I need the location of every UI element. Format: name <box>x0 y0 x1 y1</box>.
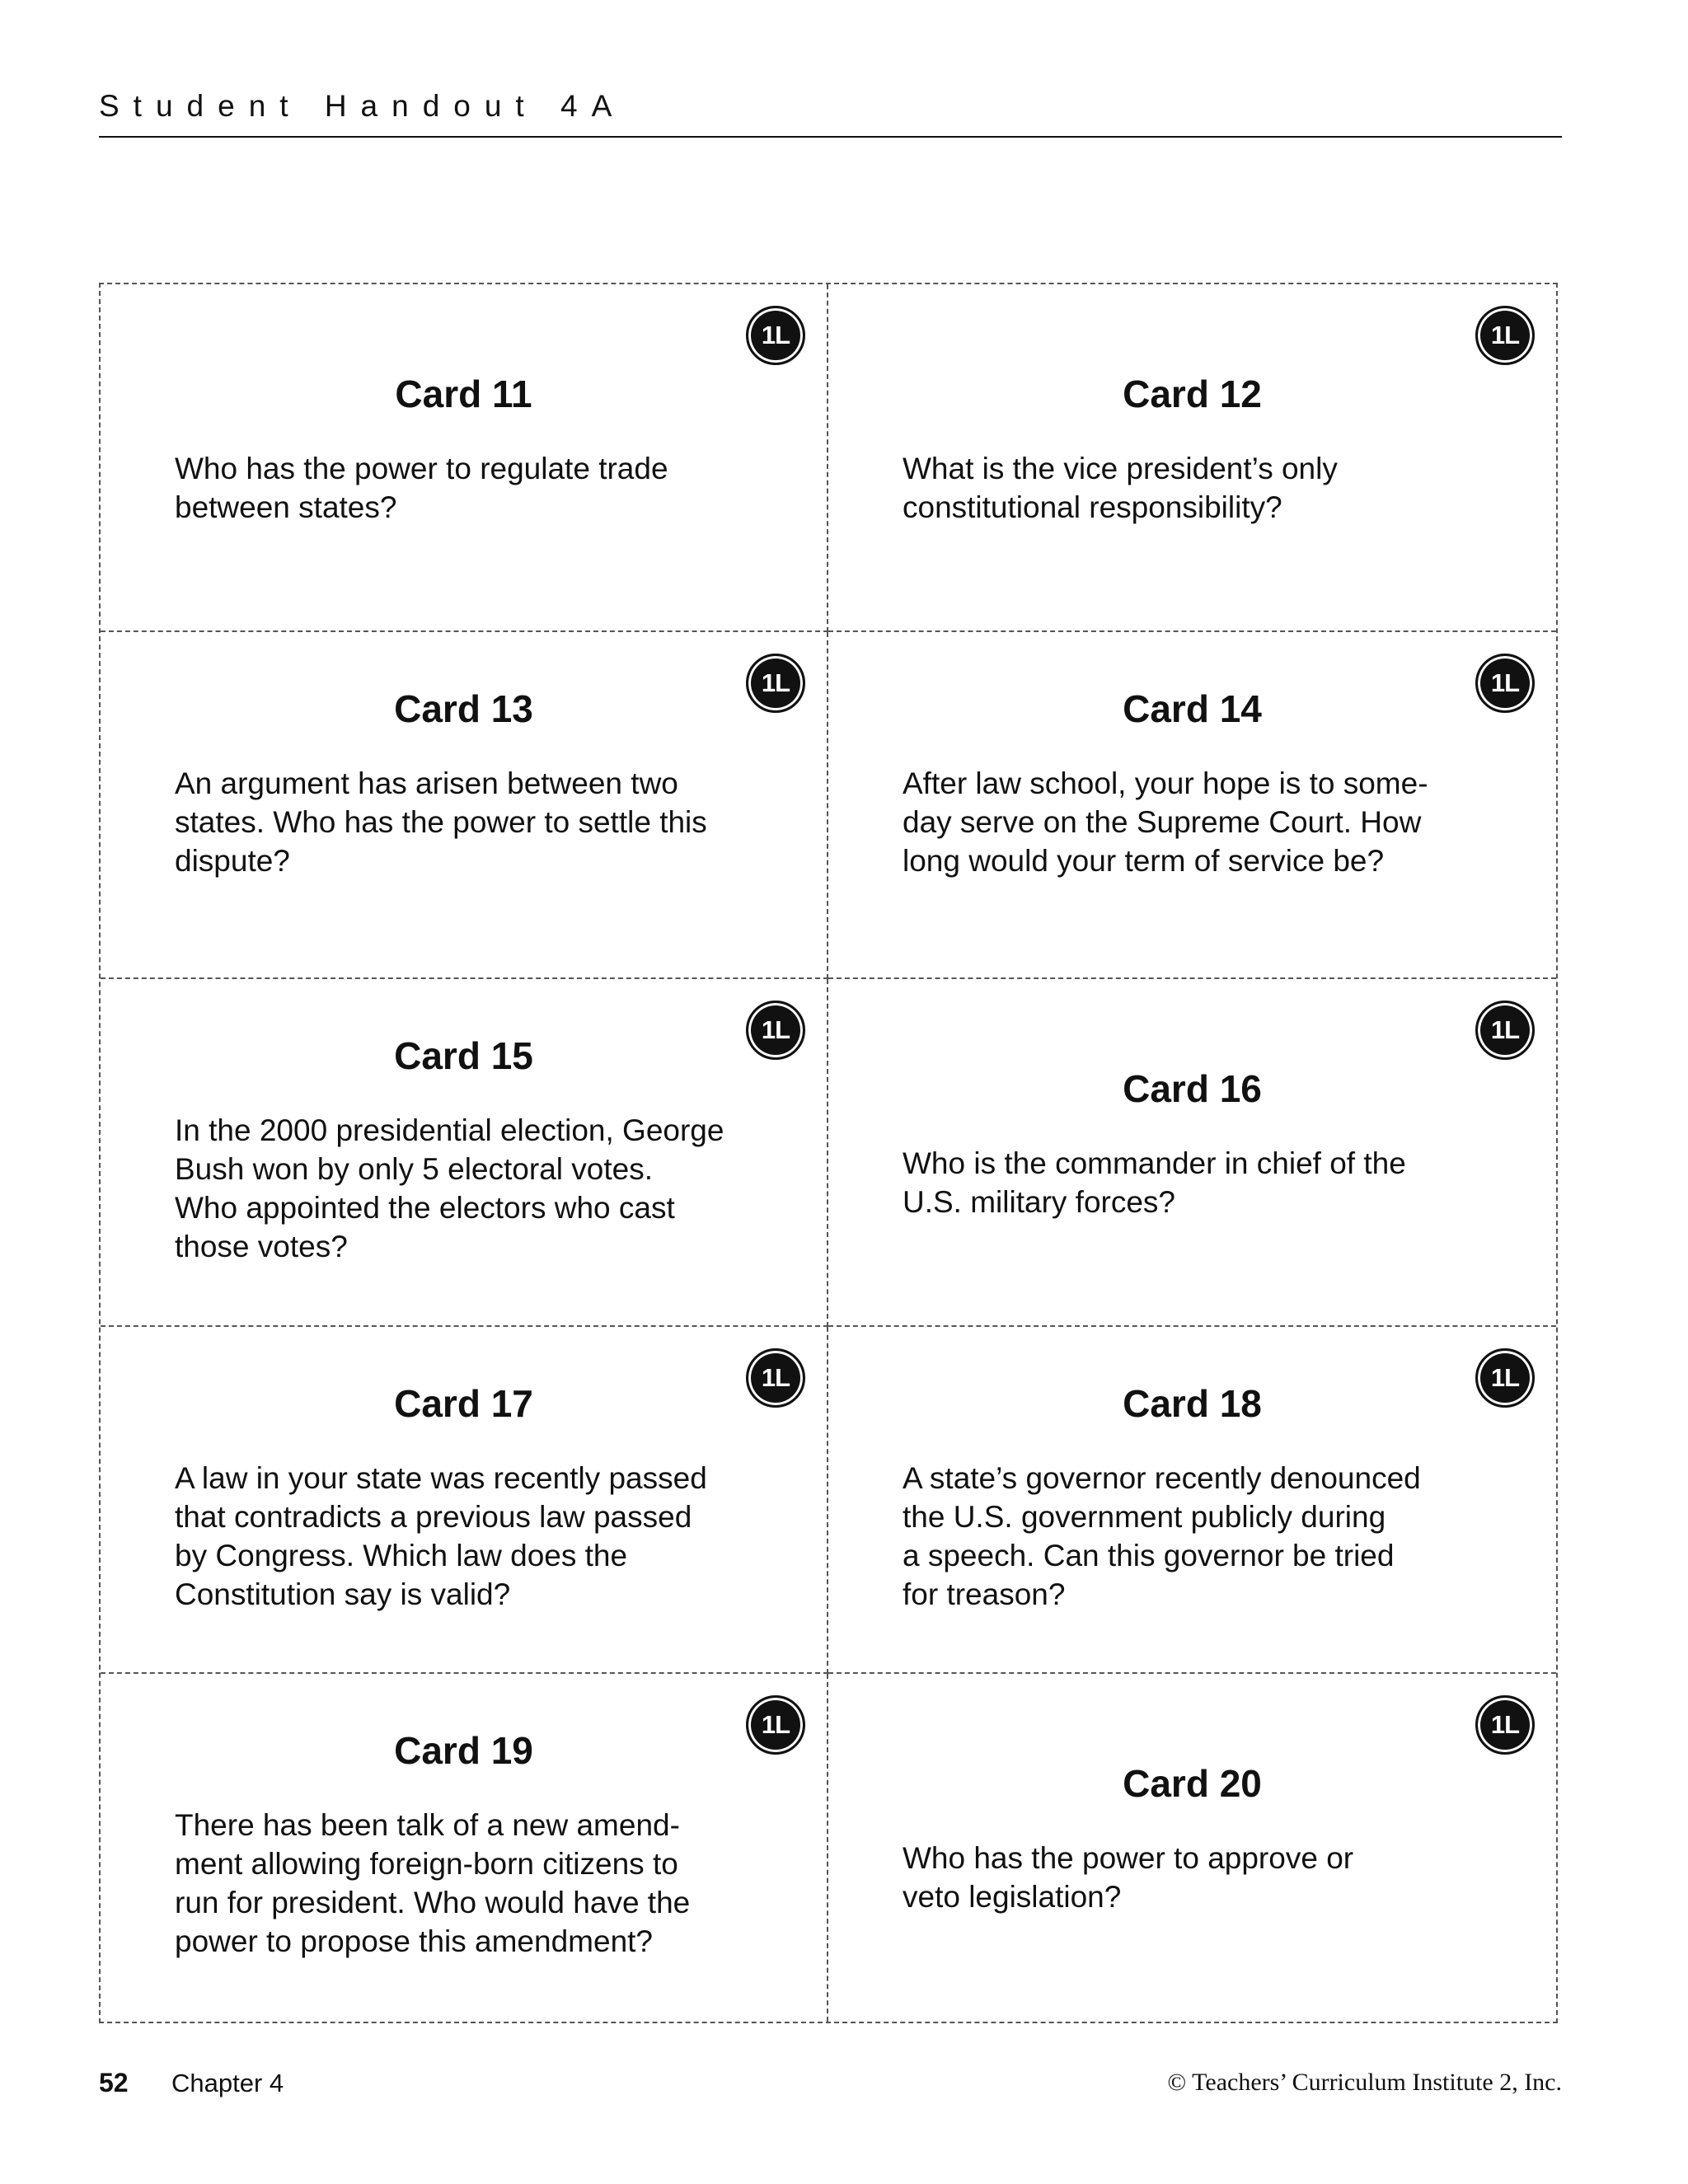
header-divider <box>99 136 1562 138</box>
card-question: There has been talk of a new amend- ment allowing foreign-born citizens to run for president. Who would have the power to propose this amendment? <box>175 1808 691 1959</box>
card-question: An argument has arisen between two states. Who has the power to settle this dispute? <box>175 766 707 878</box>
card-14 <box>828 632 1556 980</box>
copyright-notice: © Teachers’ Curriculum Institute 2, Inc. <box>1167 2069 1562 2096</box>
chapter-label: Chapter 4 <box>171 2069 284 2097</box>
card-13 <box>101 632 828 980</box>
card-title: Card 15 <box>394 1034 533 1078</box>
level-badge-icon: 1L <box>1475 1348 1535 1408</box>
card-11 <box>101 284 828 632</box>
card-grid <box>99 283 1558 2023</box>
card-question: A state’s governor recently denounced the U.S. government publicly during a speech. Can this governor be tried for treason? <box>903 1460 1421 1611</box>
card-question: Who is the commander in chief of the U.S. military forces? <box>903 1146 1406 1220</box>
card-title: Card 19 <box>394 1729 533 1773</box>
level-badge-icon: 1L <box>746 654 805 713</box>
card-question: In the 2000 presidential election, George Bush won by only 5 electoral votes. Who appointed the electors who cast those votes? <box>175 1113 724 1264</box>
card-question: What is the vice president’s only constitutional responsibility? <box>903 452 1338 524</box>
level-badge-icon: 1L <box>1475 1695 1535 1755</box>
level-badge-icon: 1L <box>1475 1001 1535 1060</box>
card-title: Card 20 <box>1123 1762 1262 1806</box>
card-title: Card 14 <box>1123 687 1262 730</box>
handout-title: Student Handout 4A <box>99 89 626 123</box>
card-19 <box>101 1674 828 2022</box>
level-badge-icon: 1L <box>1475 306 1535 365</box>
level-badge-icon: 1L <box>746 1348 805 1408</box>
card-question: Who has the power to regulate trade between states? <box>175 452 668 524</box>
level-badge-icon: 1L <box>1475 654 1535 713</box>
card-15 <box>101 979 828 1327</box>
card-16 <box>828 979 1556 1327</box>
card-question: After law school, your hope is to some- day serve on the Supreme Court. How long would your term of service be? <box>903 766 1428 878</box>
level-badge-icon: 1L <box>746 306 805 365</box>
card-title: Card 13 <box>394 687 533 730</box>
level-badge-icon: 1L <box>746 1695 805 1755</box>
card-17 <box>101 1327 828 1675</box>
page-number: 52 <box>99 2068 129 2097</box>
card-title: Card 12 <box>1123 373 1262 415</box>
card-20 <box>828 1674 1556 2022</box>
card-title: Card 11 <box>395 373 532 415</box>
level-badge-icon: 1L <box>746 1001 805 1060</box>
card-title: Card 18 <box>1123 1381 1262 1425</box>
card-title: Card 17 <box>394 1381 533 1425</box>
card-18 <box>828 1327 1556 1675</box>
card-12 <box>828 284 1556 632</box>
card-title: Card 16 <box>1123 1067 1262 1111</box>
card-question: A law in your state was recently passed that contradicts a previous law passed by Congress. Which law does the Constitution say is valid? <box>175 1460 707 1611</box>
card-question: Who has the power to approve or veto legislation? <box>903 1841 1354 1915</box>
